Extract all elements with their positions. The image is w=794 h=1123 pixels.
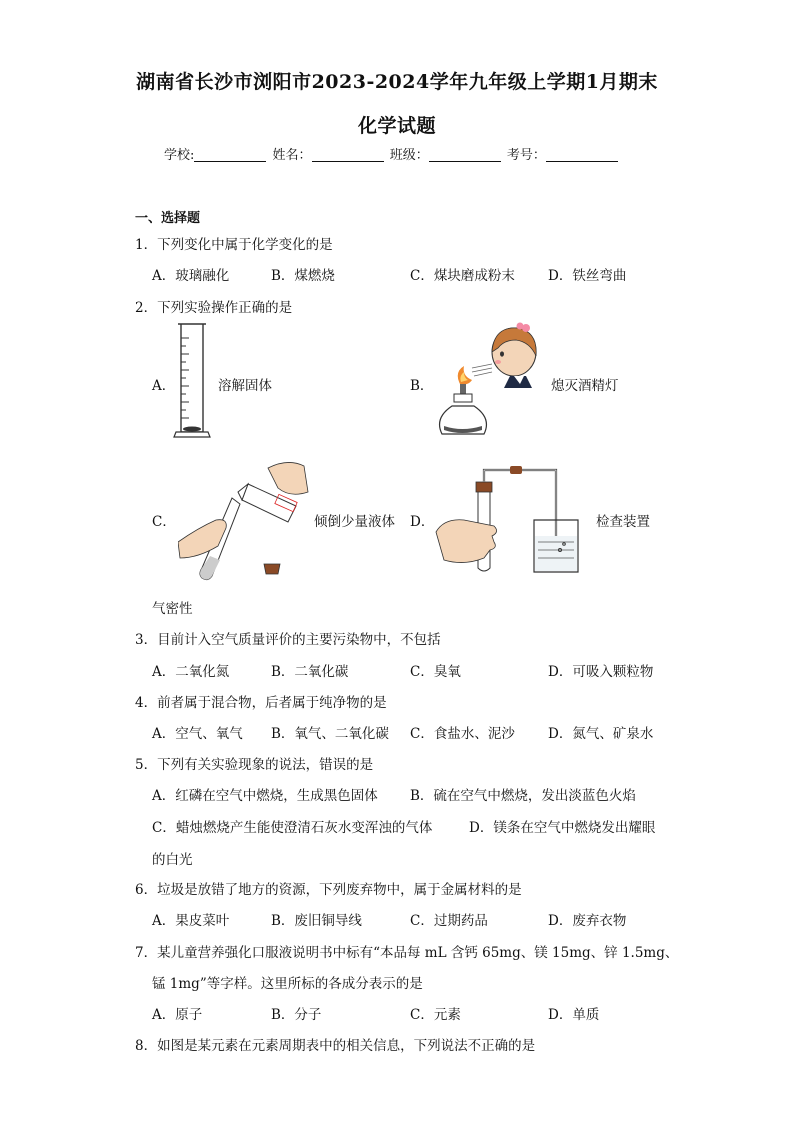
graduated-cylinder-figure: [172, 320, 218, 440]
question-3-stem: 3．目前计入空气质量评价的主要污染物中，不包括: [135, 632, 441, 648]
class-label: 班级：: [389, 148, 429, 163]
q6-option-d[interactable]: D．废弃衣物: [548, 913, 627, 929]
q7-option-d[interactable]: D．单质: [548, 1007, 600, 1023]
q7-option-b[interactable]: B．分子: [271, 1007, 322, 1023]
student-info-line: [164, 144, 620, 163]
q2-caption-c: 倾倒少量液体: [314, 514, 395, 530]
q2-caption-d-continued: 气密性: [152, 601, 193, 617]
question-4-stem: 4．前者属于混合物，后者属于纯净物的是: [135, 695, 387, 711]
q3-option-c[interactable]: C．臭氧: [410, 664, 461, 680]
q6-option-a[interactable]: A．果皮菜叶: [152, 913, 230, 929]
class-blank[interactable]: [429, 147, 501, 162]
section-title: 一、选择题: [135, 211, 201, 226]
q4-option-b[interactable]: B．氧气、二氧化碳: [271, 726, 389, 742]
q1-option-a[interactable]: A．玻璃融化: [152, 268, 230, 284]
question-8-stem: 8．如图是某元素在元素周期表中的相关信息，下列说法不正确的是: [135, 1038, 536, 1054]
question-1-stem: 1．下列变化中属于化学变化的是: [135, 237, 333, 253]
q3-option-a[interactable]: A．二氧化氮: [152, 664, 230, 680]
question-2-stem: 2．下列实验操作正确的是: [135, 300, 293, 316]
q5-option-c[interactable]: C．蜡烛燃烧产生能使澄清石灰水变浑浊的气体: [152, 820, 433, 836]
name-blank[interactable]: [312, 147, 384, 162]
number-blank[interactable]: [546, 147, 618, 162]
airtightness-check-figure: [434, 462, 586, 578]
exam-title: 湖南省长沙市浏阳市2023-2024学年九年级上学期1月期末: [136, 71, 658, 93]
exam-subtitle: 化学试题: [357, 115, 436, 137]
q7-option-c[interactable]: C．元素: [410, 1007, 461, 1023]
q5-option-b[interactable]: B．硫在空气中燃烧，发出淡蓝色火焰: [410, 788, 636, 804]
q2-option-c[interactable]: C．: [152, 514, 176, 530]
q5-option-d-continued: 的白光: [152, 852, 193, 868]
pouring-liquid-figure: [178, 458, 312, 582]
number-label: 考号：: [506, 148, 546, 163]
name-label: 姓名：: [272, 148, 312, 163]
q1-option-c[interactable]: C．煤块磨成粉末: [410, 268, 515, 284]
question-7-stem: 7．某儿童营养强化口服液说明书中标有“本品每 mL 含钙 65mg、镁 15mg、锌 1.5mg、: [135, 945, 679, 961]
q1-option-d[interactable]: D．铁丝弯曲: [548, 268, 627, 284]
school-blank[interactable]: [194, 147, 266, 162]
q2-caption-d: 检查装置: [596, 514, 650, 530]
school-label: 学校:: [164, 148, 195, 163]
q3-option-d[interactable]: D．可吸入颗粒物: [548, 664, 654, 680]
q6-option-b[interactable]: B．废旧铜导线: [271, 913, 362, 929]
q4-option-a[interactable]: A．空气、氧气: [152, 726, 243, 742]
q3-option-b[interactable]: B．二氧化碳: [271, 664, 349, 680]
q2-caption-a: 溶解固体: [218, 378, 272, 394]
q6-option-c[interactable]: C．过期药品: [410, 913, 488, 929]
q2-option-b[interactable]: B．: [410, 378, 434, 394]
question-6-stem: 6．垃圾是放错了地方的资源，下列废弃物中，属于金属材料的是: [135, 882, 522, 898]
q4-option-d[interactable]: D．氮气、矿泉水: [548, 726, 654, 742]
q2-caption-b: 熄灭酒精灯: [551, 378, 619, 394]
question-7-stem-continued: 锰 1mg”等字样。这里所标的各成分表示的是: [152, 976, 423, 992]
q5-option-a[interactable]: A．红磷在空气中燃烧，生成黑色固体: [152, 788, 378, 804]
q1-option-b[interactable]: B．煤燃烧: [271, 268, 335, 284]
alcohol-lamp-blowing-figure: [434, 322, 550, 440]
q7-option-a[interactable]: A．原子: [152, 1007, 203, 1023]
q5-option-d[interactable]: D．镁条在空气中燃烧发出耀眼: [469, 820, 656, 836]
q4-option-c[interactable]: C．食盐水、泥沙: [410, 726, 515, 742]
question-5-stem: 5．下列有关实验现象的说法，错误的是: [135, 757, 374, 773]
q2-option-a[interactable]: A．: [152, 378, 176, 394]
q2-option-d[interactable]: D．: [410, 514, 435, 530]
